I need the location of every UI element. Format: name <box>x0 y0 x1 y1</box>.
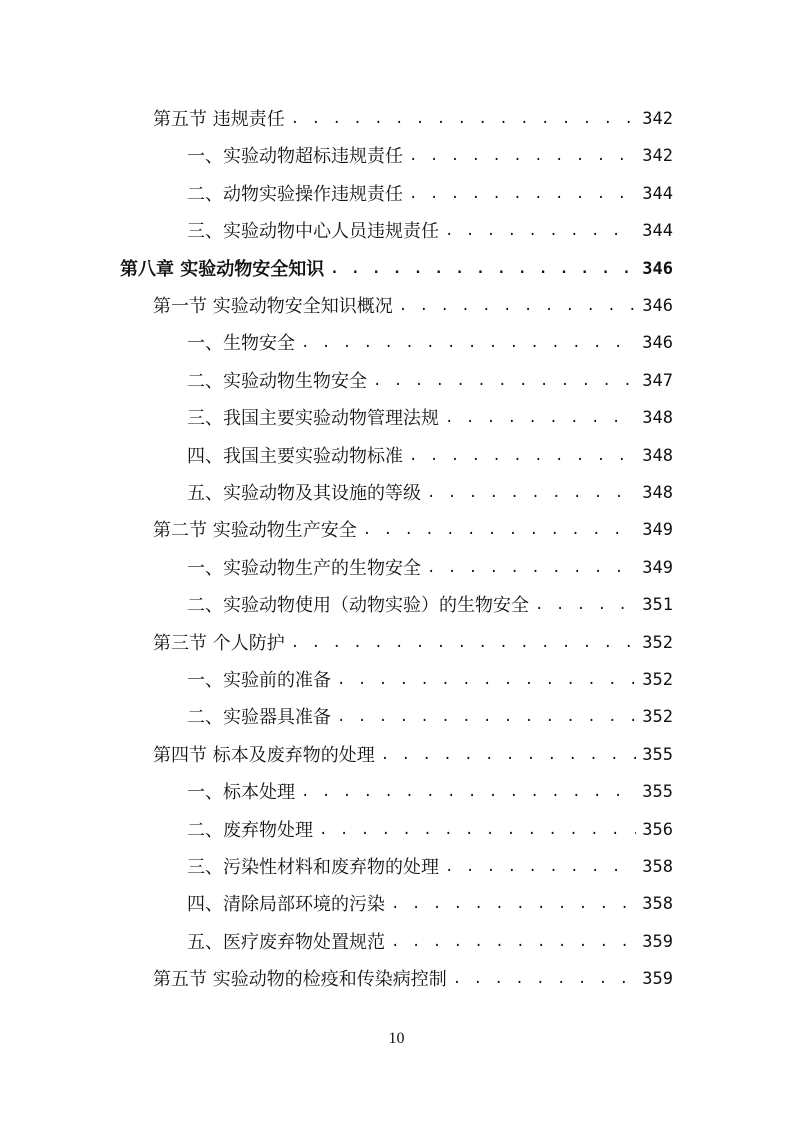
toc-dot-leader <box>453 961 637 998</box>
toc-subsection-entry[interactable] <box>187 924 673 961</box>
toc-dot-leader <box>391 924 636 961</box>
toc-entry-page: 359 <box>642 931 673 952</box>
toc-entry-page: 348 <box>642 483 673 503</box>
toc-entry-label: 一、实验动物生产的生物安全 <box>187 557 421 579</box>
toc-dot-leader <box>291 625 637 662</box>
toc-entry-label: 四、清除局部环境的污染 <box>187 894 385 916</box>
toc-dot-leader <box>330 251 636 288</box>
toc-section-entry[interactable] <box>153 625 673 662</box>
toc-entry-label: 第二节 实验动物生产安全 <box>153 520 357 542</box>
toc-dot-leader <box>409 176 636 213</box>
toc-subsection-entry[interactable] <box>187 363 673 400</box>
toc-subsection-entry[interactable] <box>187 213 673 250</box>
toc-section-entry[interactable] <box>153 737 673 774</box>
toc-entry-page: 358 <box>642 894 673 915</box>
toc-dot-leader <box>409 438 636 475</box>
toc-entry-page: 352 <box>642 632 673 653</box>
toc-subsection-entry[interactable] <box>187 886 673 923</box>
toc-entry-label: 第八章 实验动物安全知识 <box>120 258 325 280</box>
toc-chapter-entry[interactable] <box>120 251 673 288</box>
toc-entry-label: 二、废弃物处理 <box>187 819 313 841</box>
toc-entry-label: 三、污染性材料和废弃物的处理 <box>187 857 439 878</box>
toc-subsection-entry[interactable] <box>187 475 673 512</box>
toc-dot-leader <box>427 475 636 512</box>
toc-entry-label: 二、实验动物使用（动物实验）的生物安全 <box>187 595 529 617</box>
toc-entry-page: 356 <box>642 819 673 840</box>
toc-subsection-entry[interactable] <box>187 699 673 736</box>
toc-entry-page: 352 <box>642 670 673 690</box>
toc-entry-page: 347 <box>642 370 673 391</box>
toc-section-entry[interactable] <box>153 512 673 549</box>
toc-entry-label: 第一节 实验动物安全知识概况 <box>153 296 393 317</box>
toc-section-entry[interactable] <box>153 101 673 138</box>
toc-subsection-entry[interactable] <box>187 774 673 811</box>
toc-entry-label: 五、实验动物及其设施的等级 <box>187 483 421 504</box>
toc-subsection-entry[interactable] <box>187 176 673 213</box>
toc-dot-leader <box>427 550 636 587</box>
toc-entry-label: 第三节 个人防护 <box>153 632 285 654</box>
toc-dot-leader <box>409 138 636 175</box>
toc-dot-leader <box>381 737 637 774</box>
toc-entry-page: 348 <box>642 408 673 429</box>
toc-dot-leader <box>535 587 636 624</box>
toc-section-entry[interactable] <box>153 961 673 998</box>
toc-section-entry[interactable] <box>153 288 673 325</box>
toc-entry-label: 二、实验器具准备 <box>187 707 331 729</box>
toc-entry-label: 一、生物安全 <box>187 333 295 355</box>
toc-entry-label: 第四节 标本及废弃物的处理 <box>153 744 375 766</box>
toc-entry-page: 346 <box>642 258 673 279</box>
toc-subsection-entry[interactable] <box>187 325 673 362</box>
toc-entry-label: 三、实验动物中心人员违规责任 <box>187 221 439 243</box>
toc-entry-page: 355 <box>642 782 673 803</box>
toc-subsection-entry[interactable] <box>187 849 673 886</box>
toc-entry-page: 349 <box>642 557 673 578</box>
toc-entry-page: 359 <box>642 969 673 990</box>
toc-entry-page: 352 <box>642 707 673 728</box>
toc-subsection-entry[interactable] <box>187 138 673 175</box>
toc-entry-page: 342 <box>642 109 673 129</box>
toc-entry-label: 一、标本处理 <box>187 782 295 804</box>
toc-dot-leader <box>363 512 637 549</box>
toc-entry-page: 355 <box>642 744 673 765</box>
toc-entry-label: 四、我国主要实验动物标准 <box>187 445 403 467</box>
toc-subsection-entry[interactable] <box>187 438 673 475</box>
toc-dot-leader <box>319 812 636 849</box>
toc-entry-page: 346 <box>642 296 673 316</box>
toc-entry-page: 348 <box>642 445 673 466</box>
toc-dot-leader <box>337 699 636 736</box>
toc-subsection-entry[interactable] <box>187 550 673 587</box>
toc-dot-leader <box>391 886 636 923</box>
toc-entry-page: 358 <box>642 857 673 877</box>
toc-entry-page: 344 <box>642 221 673 242</box>
toc-entry-label: 一、实验动物超标违规责任 <box>187 146 403 168</box>
toc-entry-label: 第五节 违规责任 <box>153 109 285 130</box>
toc-entry-page: 349 <box>642 520 673 541</box>
toc-entry-label: 第五节 实验动物的检疫和传染病控制 <box>153 969 447 991</box>
toc-dot-leader <box>445 849 636 886</box>
toc-entry-label: 五、医疗废弃物处置规范 <box>187 931 385 953</box>
toc-entry-page: 342 <box>642 146 673 167</box>
toc-subsection-entry[interactable] <box>187 587 673 624</box>
toc-dot-leader <box>291 101 637 138</box>
toc-subsection-entry[interactable] <box>187 400 673 437</box>
toc-dot-leader <box>337 662 636 699</box>
toc-entry-page: 351 <box>642 595 673 616</box>
toc-entry-label: 三、我国主要实验动物管理法规 <box>187 408 439 430</box>
toc-dot-leader <box>301 774 636 811</box>
toc-dot-leader <box>445 400 636 437</box>
toc-entry-label: 二、动物实验操作违规责任 <box>187 183 403 205</box>
toc-entry-page: 346 <box>642 333 673 354</box>
page-number: 10 <box>388 1030 405 1047</box>
toc-entry-label: 二、实验动物生物安全 <box>187 370 367 392</box>
toc-subsection-entry[interactable] <box>187 662 673 699</box>
toc-subsection-entry[interactable] <box>187 812 673 849</box>
toc-dot-leader <box>445 213 636 250</box>
toc-dot-leader <box>399 288 637 325</box>
toc-entry-label: 一、实验前的准备 <box>187 670 331 691</box>
toc-entry-page: 344 <box>642 183 673 204</box>
toc-dot-leader <box>301 325 636 362</box>
toc-dot-leader <box>373 363 636 400</box>
